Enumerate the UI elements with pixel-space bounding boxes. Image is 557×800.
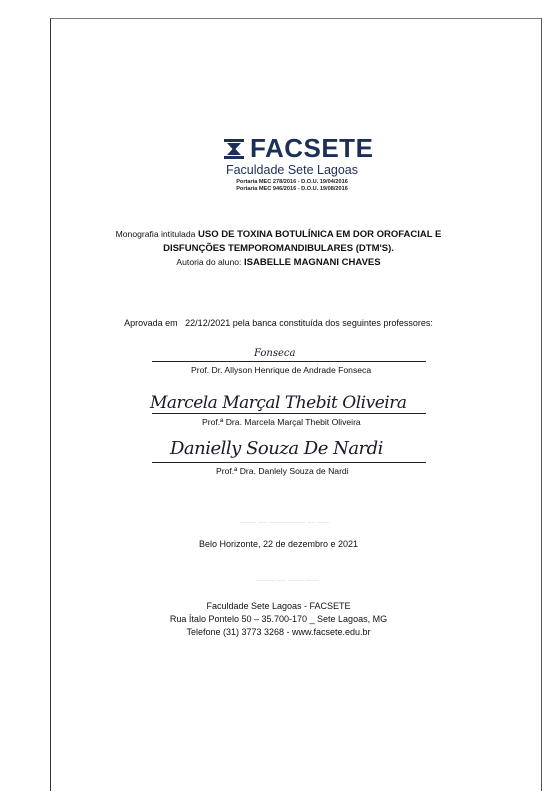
author-line (0, 255, 557, 270)
show-through-text: ~~~~~ ~~ ~~~~ ~~~ (255, 578, 319, 585)
footer-address: Rua Ítalo Pontelo 50 – 35.700-170 _ Sete Lagoas, MG (169, 614, 388, 624)
facsete-emblem-icon (222, 137, 246, 161)
logo-subtitle: Faculdade Sete Lagoas (225, 163, 359, 177)
place-date: Belo Horizonte, 22 de dezembro e 2021 (198, 539, 359, 549)
professor-name-2: Prof.ª Dra. Marcela Marçal Thebit Oliveira (202, 417, 361, 427)
signature-3: Danielly Souza De Nardi (170, 438, 383, 459)
logo-portaria-2: Portaria MEC 946/2016 - D.O.U. 19/08/2016 (236, 186, 348, 192)
title-text-2: DISFUNÇÕES TEMPOROMANDIBULARES (DTM'S). (163, 243, 394, 254)
professor-name-1: Prof. Dr. Allyson Henrique de Andrade Fonseca (191, 365, 372, 375)
title-line-2 (0, 241, 557, 256)
signature-line-2 (152, 413, 426, 414)
title-line-1 (0, 227, 557, 242)
footer-institution: Faculdade Sete Lagoas - FACSETE (206, 601, 351, 611)
show-through-text: ~~~~ ~~ ~~~~~~~~~ ~~ ~~~ (240, 520, 330, 527)
author-name: ISABELLE MAGNANI CHAVES (244, 257, 381, 268)
approval-line (0, 316, 557, 331)
signature-line-1 (152, 361, 426, 362)
author-prefix: Autoria do aluno: (176, 257, 242, 267)
logo-portaria-1: Portaria MEC 278/2016 - D.O.U. 19/04/2016 (236, 179, 348, 185)
approval-prefix: Aprovada em (124, 318, 178, 328)
signature-line-3 (152, 462, 426, 463)
professor-name-3: Prof.ª Dra. Danlely Souza de Nardi (216, 466, 349, 476)
title-text-1: USO DE TOXINA BOTULÍNICA EM DOR OROFACIAL E (198, 229, 442, 240)
signature-1: Fonseca (254, 348, 296, 359)
signature-2: Marcela Marçal Thebit Oliveira (150, 393, 407, 413)
title-prefix: Monografia intitulada (115, 229, 196, 239)
approval-date: 22/12/2021 (185, 318, 231, 328)
approval-suffix: pela banca constituída dos seguintes professores: (232, 318, 433, 328)
footer-contact: Telefone (31) 3773 3268 - www.facsete.edu.br (186, 627, 371, 637)
logo-name: FACSETE (250, 133, 374, 163)
facsete-logo (222, 133, 374, 198)
